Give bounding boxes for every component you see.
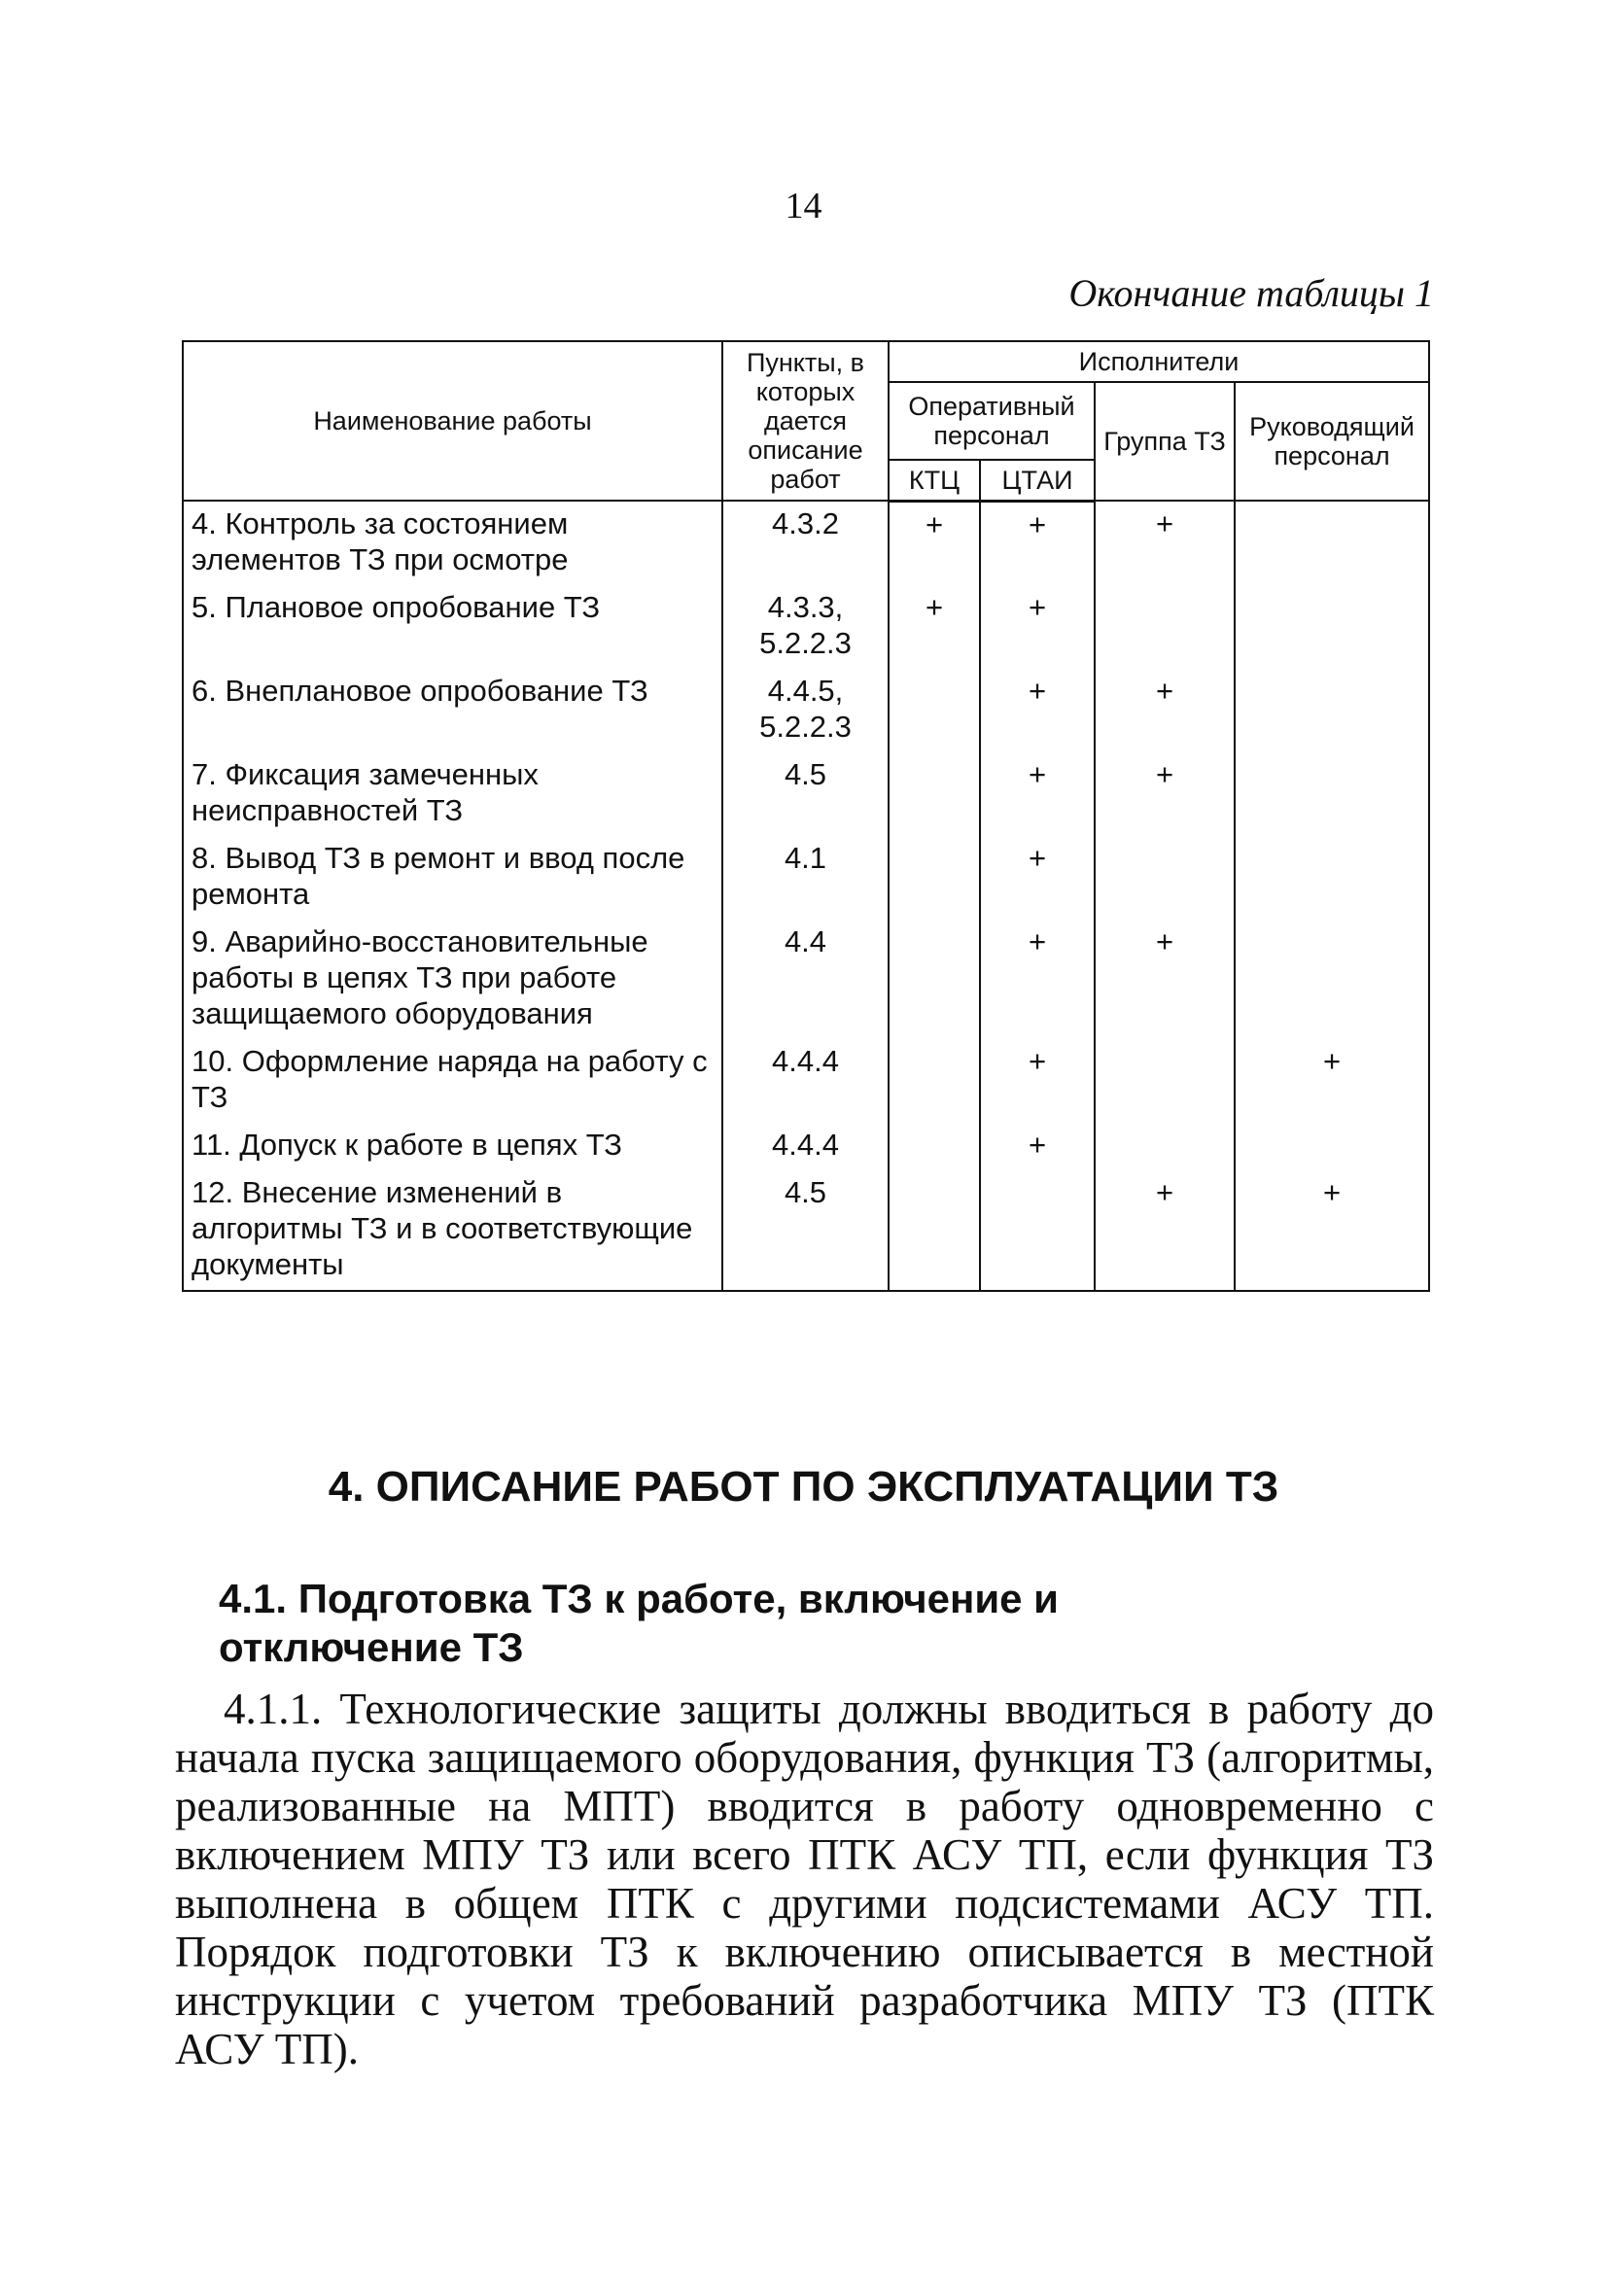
cell-ktc <box>889 669 980 752</box>
table-body <box>183 501 1429 1291</box>
cell-tz-group: + <box>1095 1170 1235 1291</box>
cell-management: + <box>1235 1039 1429 1123</box>
table-row <box>183 501 1429 585</box>
cell-ctai: + <box>980 1123 1095 1170</box>
cell-name: 12. Внесение изменений в алгоритмы ТЗ и в соответствующие документы <box>183 1170 722 1291</box>
cell-reference: 4.5 <box>722 1170 889 1291</box>
cell-reference: 4.4.5, 5.2.2.3 <box>722 669 889 752</box>
table-row <box>183 752 1429 836</box>
cell-name: 10. Оформление наряда на работу с ТЗ <box>183 1039 722 1123</box>
cell-ktc <box>889 1123 980 1170</box>
cell-ctai <box>980 1170 1095 1291</box>
cell-ctai: + <box>980 836 1095 920</box>
cell-tz-group <box>1095 1039 1235 1123</box>
cell-ktc <box>889 752 980 836</box>
cell-reference: 4.4.4 <box>722 1039 889 1123</box>
cell-management <box>1235 669 1429 752</box>
cell-ctai: + <box>980 920 1095 1039</box>
table-row <box>183 669 1429 752</box>
header-reference: Пункты, в которых дается описание работ <box>722 341 889 501</box>
body-paragraph: 4.1.1. Технологические защиты должны вводиться в работу до начала пуска защищаемого оборудования, функция ТЗ (алгоритмы, реализованные на МПТ) вводится в работу одновременно с включением МПУ ТЗ или всего ПТК АСУ ТП, если функция ТЗ выполнена в общем ПТК с другими подсистемами АСУ ТП. Порядок подготовки ТЗ к включению описывается в местной инструкции с учетом требований разработчика МПУ ТЗ (ПТК АСУ ТП). <box>175 1685 1434 2073</box>
cell-reference: 4.4 <box>722 920 889 1039</box>
cell-name: 6. Внеплановое опробование ТЗ <box>183 669 722 752</box>
cell-tz-group <box>1095 585 1235 669</box>
subsection-title: 4.1. Подготовка ТЗ к работе, включение и отключение ТЗ <box>219 1576 1059 1670</box>
header-ktc: КТЦ <box>889 460 980 501</box>
cell-tz-group <box>1095 836 1235 920</box>
cell-name: 9. Аварийно-восстановительные работы в цепях ТЗ при работе защищаемого оборудования <box>183 920 722 1039</box>
table-caption: Окончание таблицы 1 <box>1068 271 1434 315</box>
header-tz-group: Группа ТЗ <box>1095 382 1235 501</box>
table-row <box>183 1170 1429 1291</box>
cell-tz-group: + <box>1095 501 1235 585</box>
cell-name: 4. Контроль за состоянием элементов ТЗ при осмотре <box>183 501 722 585</box>
cell-reference: 4.3.2 <box>722 501 889 585</box>
cell-management <box>1235 585 1429 669</box>
cell-reference: 4.4.4 <box>722 1123 889 1170</box>
cell-reference: 4.3.3, 5.2.2.3 <box>722 585 889 669</box>
cell-tz-group: + <box>1095 752 1235 836</box>
table-row <box>183 920 1429 1039</box>
cell-ktc <box>889 1039 980 1123</box>
cell-management: + <box>1235 1170 1429 1291</box>
cell-ktc: + <box>889 501 980 585</box>
cell-name: 5. Плановое опробование ТЗ <box>183 585 722 669</box>
section-title: 4. ОПИСАНИЕ РАБОТ ПО ЭКСПЛУАТАЦИИ ТЗ <box>328 1463 1279 1511</box>
cell-tz-group <box>1095 1123 1235 1170</box>
cell-ktc <box>889 1170 980 1291</box>
cell-management <box>1235 752 1429 836</box>
header-management: Руководящий персонал <box>1235 382 1429 501</box>
cell-ctai: + <box>980 1039 1095 1123</box>
cell-ctai: + <box>980 669 1095 752</box>
cell-tz-group: + <box>1095 920 1235 1039</box>
cell-ktc: + <box>889 585 980 669</box>
cell-ktc <box>889 920 980 1039</box>
cell-name: 7. Фиксация замеченных неисправностей ТЗ <box>183 752 722 836</box>
cell-management <box>1235 501 1429 585</box>
table-row <box>183 836 1429 920</box>
cell-reference: 4.5 <box>722 752 889 836</box>
header-ctai: ЦТАИ <box>980 460 1095 501</box>
header-executors: Исполнители <box>889 341 1429 382</box>
table-row <box>183 585 1429 669</box>
cell-management <box>1235 920 1429 1039</box>
cell-tz-group: + <box>1095 669 1235 752</box>
cell-name: 11. Допуск к работе в цепях ТЗ <box>183 1123 722 1170</box>
header-name: Наименование работы <box>183 341 722 501</box>
cell-ctai: + <box>980 501 1095 585</box>
table-row <box>183 1123 1429 1170</box>
cell-ctai: + <box>980 752 1095 836</box>
cell-ctai: + <box>980 585 1095 669</box>
cell-name: 8. Вывод ТЗ в ремонт и ввод после ремонта <box>183 836 722 920</box>
cell-management <box>1235 836 1429 920</box>
page-number: 14 <box>785 186 822 226</box>
cell-reference: 4.1 <box>722 836 889 920</box>
header-operational-staff: Оперативный персонал <box>889 382 1095 460</box>
cell-management <box>1235 1123 1429 1170</box>
table-row <box>183 1039 1429 1123</box>
cell-ktc <box>889 836 980 920</box>
works-table <box>182 340 1430 1292</box>
